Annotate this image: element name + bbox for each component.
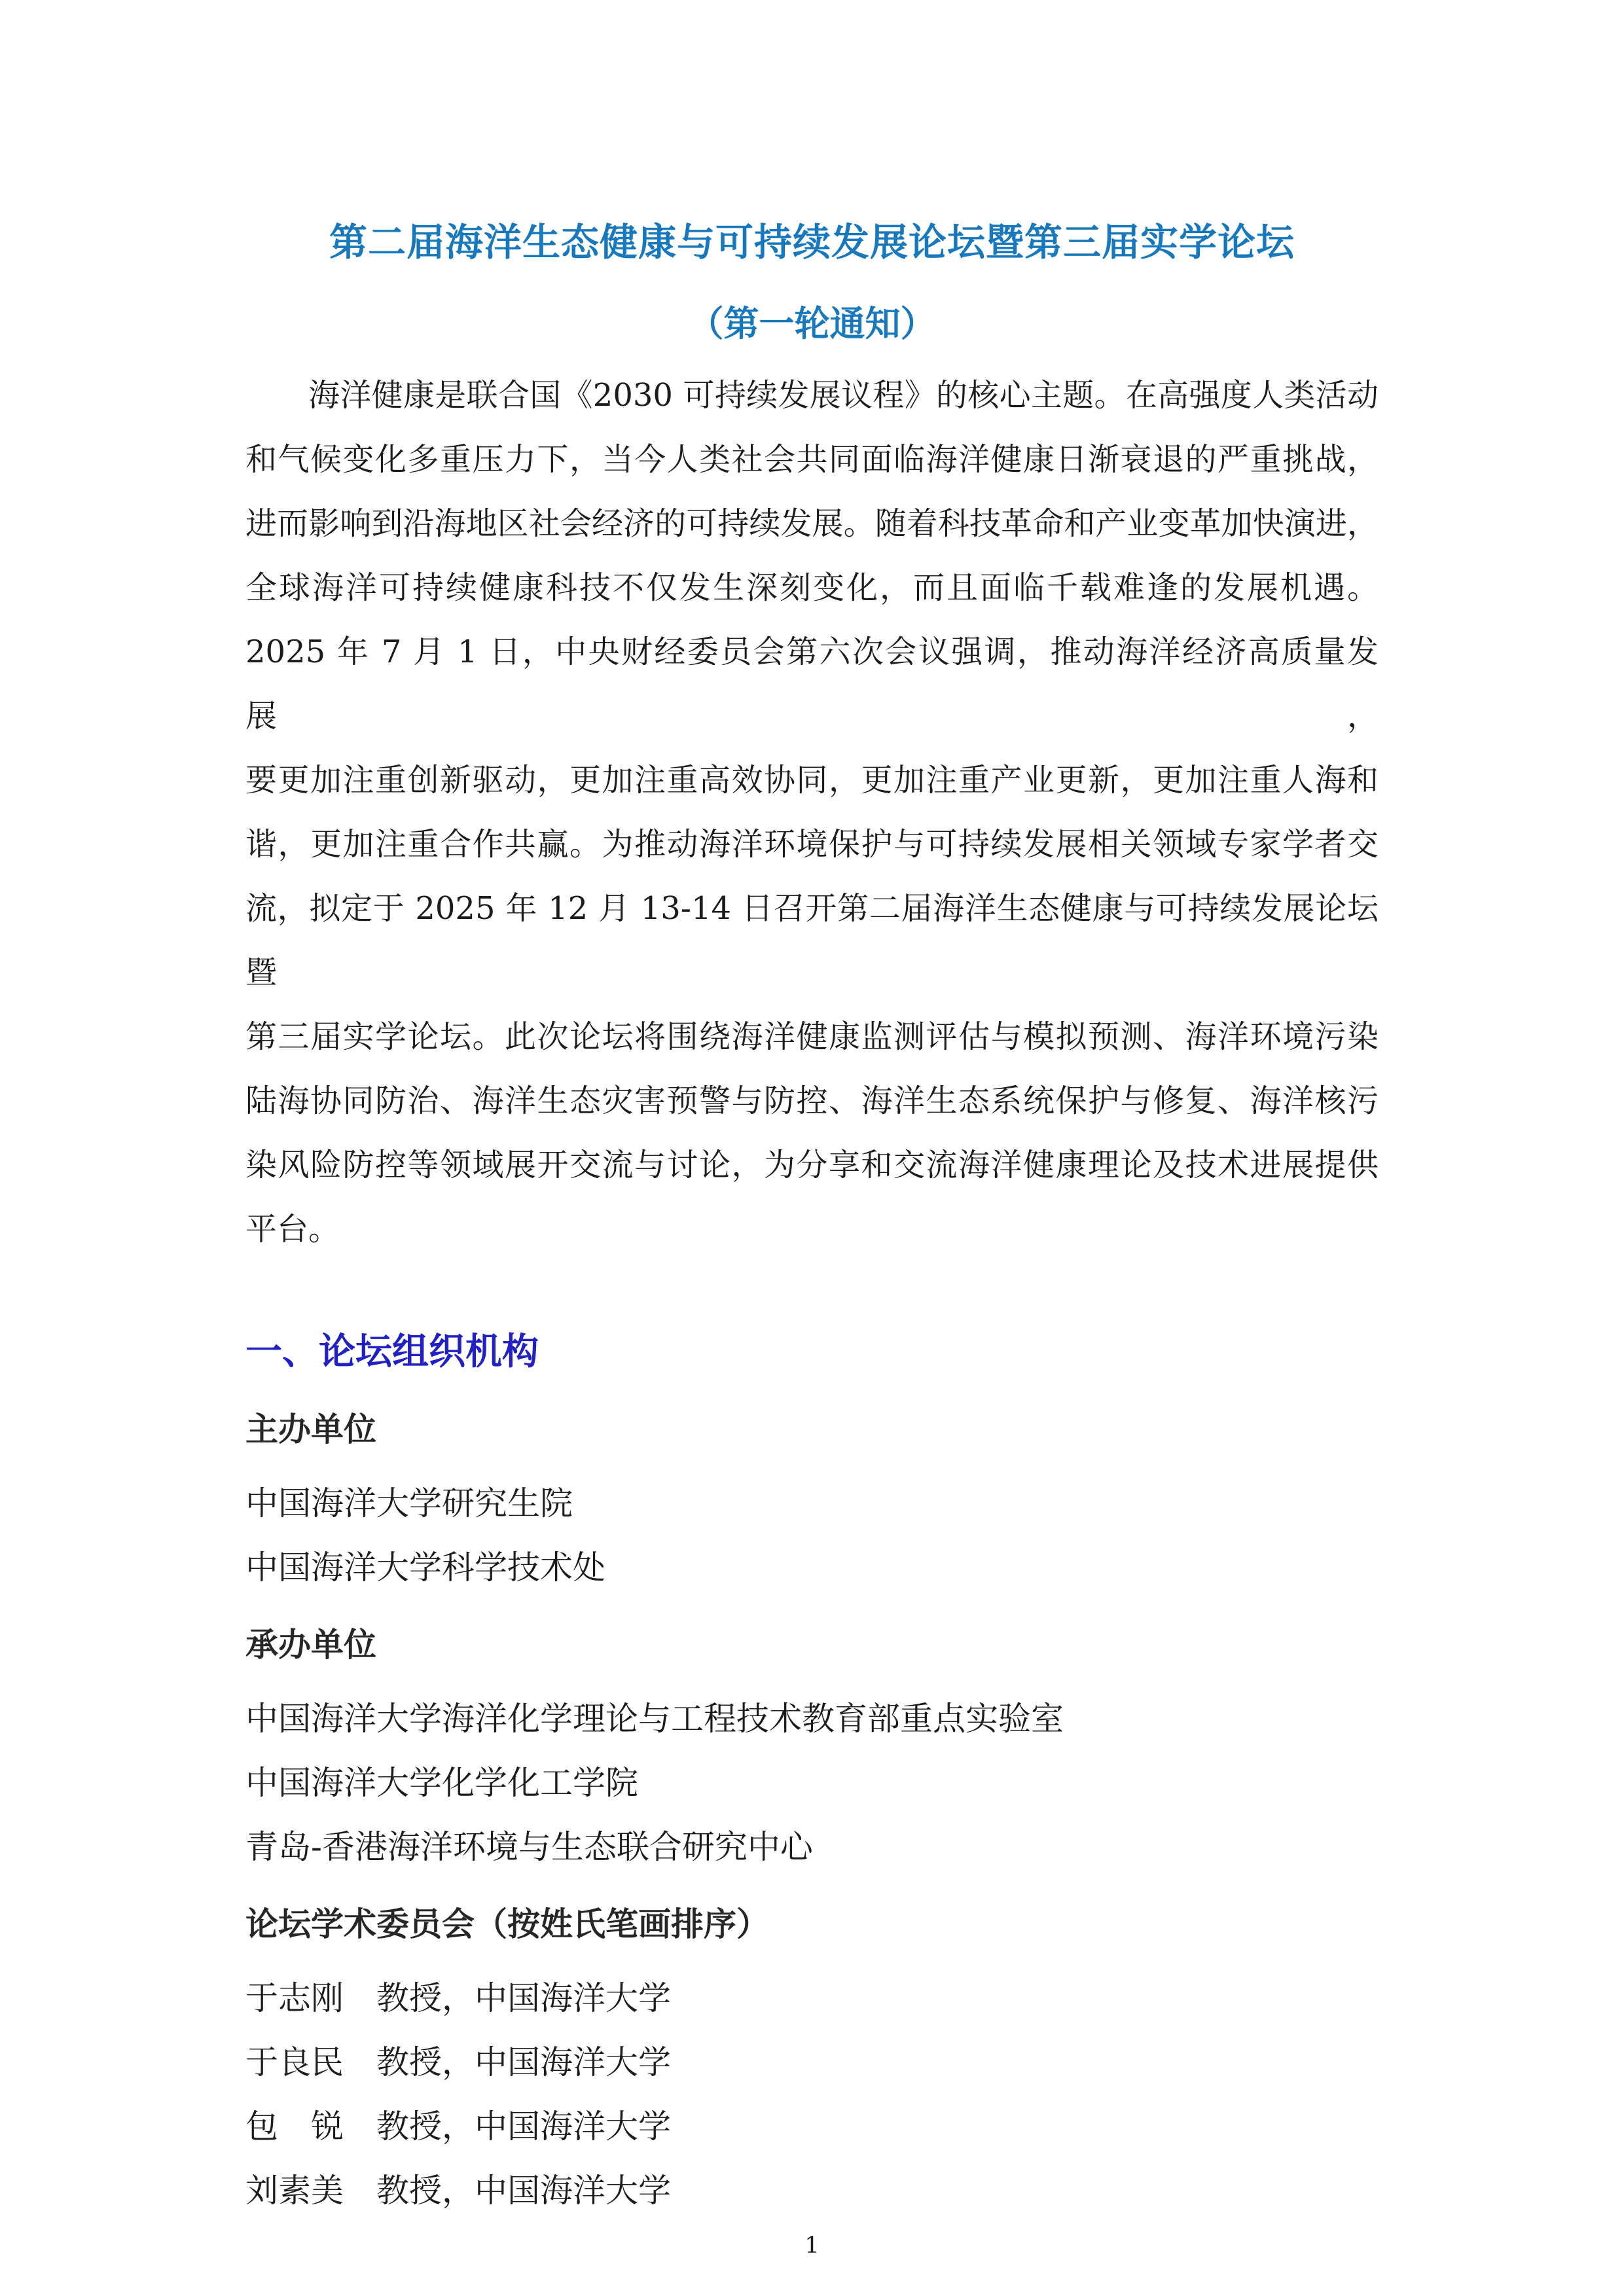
intro-line: 2025 年 7 月 1 日，中央财经委员会第六次会议强调，推动海洋经济高质量发展， (245, 634, 1379, 734)
document-title: 第二届海洋生态健康与可持续发展论坛暨第三届实学论坛 (329, 220, 1295, 264)
intro-line: 进而影响到沿海地区社会经济的可持续发展。随着科技革命和产业变革加快演进， (245, 505, 1379, 542)
page-number: 1 (804, 2233, 820, 2259)
intro-line: 谐，更加注重合作共赢。为推动海洋环境保护与可持续发展相关领域专家学者交 (245, 826, 1379, 863)
host-unit-item: 中国海洋大学研究生院 (245, 1484, 573, 1522)
intro-line: 和气候变化多重压力下，当今人类社会共同面临海洋健康日渐衰退的严重挑战， (245, 441, 1379, 478)
section-heading-forum-organization: 一、论坛组织机构 (245, 1331, 539, 1373)
group-heading-organizers: 承办单位 (245, 1626, 376, 1664)
intro-line: 海洋健康是联合国《2030 可持续发展议程》的核心主题。在高强度人类活动 (308, 377, 1379, 414)
intro-line: 流，拟定于 2025 年 12 月 13-14 日召开第二届海洋生态健康与可持续发展论坛暨 (245, 890, 1379, 991)
organizer-unit-item: 青岛-香港海洋环境与生态联合研究中心 (245, 1828, 813, 1866)
group-heading-academic-committee: 论坛学术委员会（按姓氏笔画排序） (245, 1905, 769, 1943)
committee-member-item: 于良民 教授，中国海洋大学 (245, 2043, 671, 2081)
intro-line: 要更加注重创新驱动，更加注重高效协同，更加注重产业更新，更加注重人海和 (245, 762, 1379, 798)
committee-member-item: 包 锐 教授，中国海洋大学 (245, 2108, 671, 2145)
organizer-unit-item: 中国海洋大学化学化工学院 (245, 1764, 638, 1802)
intro-line: 全球海洋可持续健康科技不仅发生深刻变化，而且面临千载难逢的发展机遇。 (245, 569, 1379, 606)
committee-member-item: 于志刚 教授，中国海洋大学 (245, 1979, 671, 2017)
organizer-unit-item: 中国海洋大学海洋化学理论与工程技术教育部重点实验室 (245, 1700, 1064, 1738)
document-subtitle: （第一轮通知） (688, 303, 936, 344)
intro-line: 第三届实学论坛。此次论坛将围绕海洋健康监测评估与模拟预测、海洋环境污染 (245, 1018, 1379, 1055)
intro-paragraph (245, 363, 1379, 1261)
group-heading-hosts: 主办单位 (245, 1410, 376, 1448)
host-unit-item: 中国海洋大学科学技术处 (245, 1549, 605, 1587)
intro-line: 平台。 (245, 1211, 340, 1247)
committee-member-item: 刘素美 教授，中国海洋大学 (245, 2172, 671, 2210)
intro-line: 染风险防控等领域展开交流与讨论，为分享和交流海洋健康理论及技术进展提供 (245, 1147, 1379, 1183)
intro-line: 陆海协同防治、海洋生态灾害预警与防控、海洋生态系统保护与修复、海洋核污 (245, 1083, 1379, 1119)
